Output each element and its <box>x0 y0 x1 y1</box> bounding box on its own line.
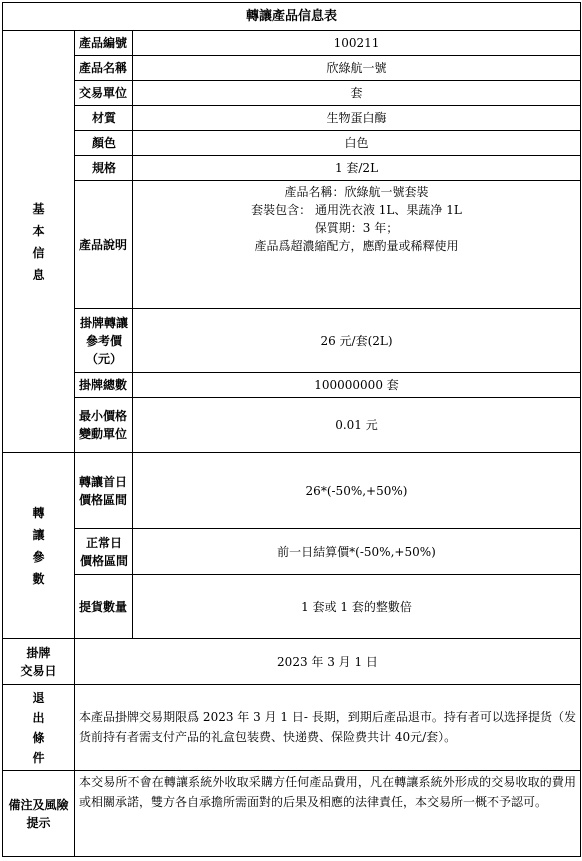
value-min-price-unit: 0.01 元 <box>133 398 581 453</box>
value-delivery-qty: 1 套或 1 套的整數倍 <box>133 575 581 639</box>
label-risk-note: 備注及風險 提示 <box>3 771 75 857</box>
value-normal-day-range: 前一日結算價*(-50%,+50%) <box>133 529 581 575</box>
label-material: 材質 <box>75 106 133 131</box>
label-color: 顏色 <box>75 131 133 156</box>
label-listing-day: 掛牌 交易日 <box>3 639 75 685</box>
value-material: 生物蛋白酶 <box>133 106 581 131</box>
label-first-day-range: 轉讓首日 價格區間 <box>75 453 133 529</box>
value-color: 白色 <box>133 131 581 156</box>
label-normal-day-range: 正常日 價格區間 <box>75 529 133 575</box>
table-title: 轉讓產品信息表 <box>3 3 581 31</box>
section-transfer-params-label: 轉 讓 參 數 <box>32 505 45 586</box>
value-product-name: 欣綠航一號 <box>133 56 581 81</box>
value-description: 產品名稱：欣綠航一號套裝 套裝包含： 通用洗衣液 1L、果蔬净 1L 保質期：3 年； 產品爲超濃縮配方，應酌量或稀釋使用 <box>133 181 581 309</box>
label-trade-unit: 交易單位 <box>75 81 133 106</box>
section-transfer-params <box>3 453 75 639</box>
section-basic-info <box>3 31 75 453</box>
value-risk-note: 本交易所不會在轉讓系統外收取采購方任何產品費用，凡在轉讓系統外形成的交易收取的費用或相關承諾，雙方各自承擔所需面對的后果及相應的法律責任，本交易所一概不予認可。 <box>75 771 581 857</box>
value-first-day-range: 26*(-50%,+50%) <box>133 453 581 529</box>
label-ref-price: 掛牌轉讓 參考價 （元） <box>75 309 133 373</box>
value-trade-unit: 套 <box>133 81 581 106</box>
value-delisting: 本產品掛牌交易期限爲 2023 年 3 月 1 日- 長期，到期后產品退市。持有者可以选择提货（发货前持有者需支付产品的礼盒包装费、快递费、保险费共计 40元/套）。 <box>75 685 581 771</box>
value-ref-price: 26 元/套(2L) <box>133 309 581 373</box>
label-delivery-qty: 提貨數量 <box>75 575 133 639</box>
label-delisting: 退 出 條 件 <box>3 685 75 771</box>
label-total-listed: 掛牌總數 <box>75 373 133 398</box>
label-product-code: 產品編號 <box>75 31 133 56</box>
value-spec: 1 套/2L <box>133 156 581 181</box>
label-product-name: 產品名稱 <box>75 56 133 81</box>
value-total-listed: 100000000 套 <box>133 373 581 398</box>
label-description: 產品說明 <box>75 181 133 309</box>
value-product-code: 100211 <box>133 31 581 56</box>
product-info-table <box>2 2 581 857</box>
value-listing-day: 2023 年 3 月 1 日 <box>75 639 581 685</box>
section-basic-info-label: 基 本 信 息 <box>32 201 45 282</box>
label-min-price-unit: 最小價格 變動單位 <box>75 398 133 453</box>
label-spec: 規格 <box>75 156 133 181</box>
